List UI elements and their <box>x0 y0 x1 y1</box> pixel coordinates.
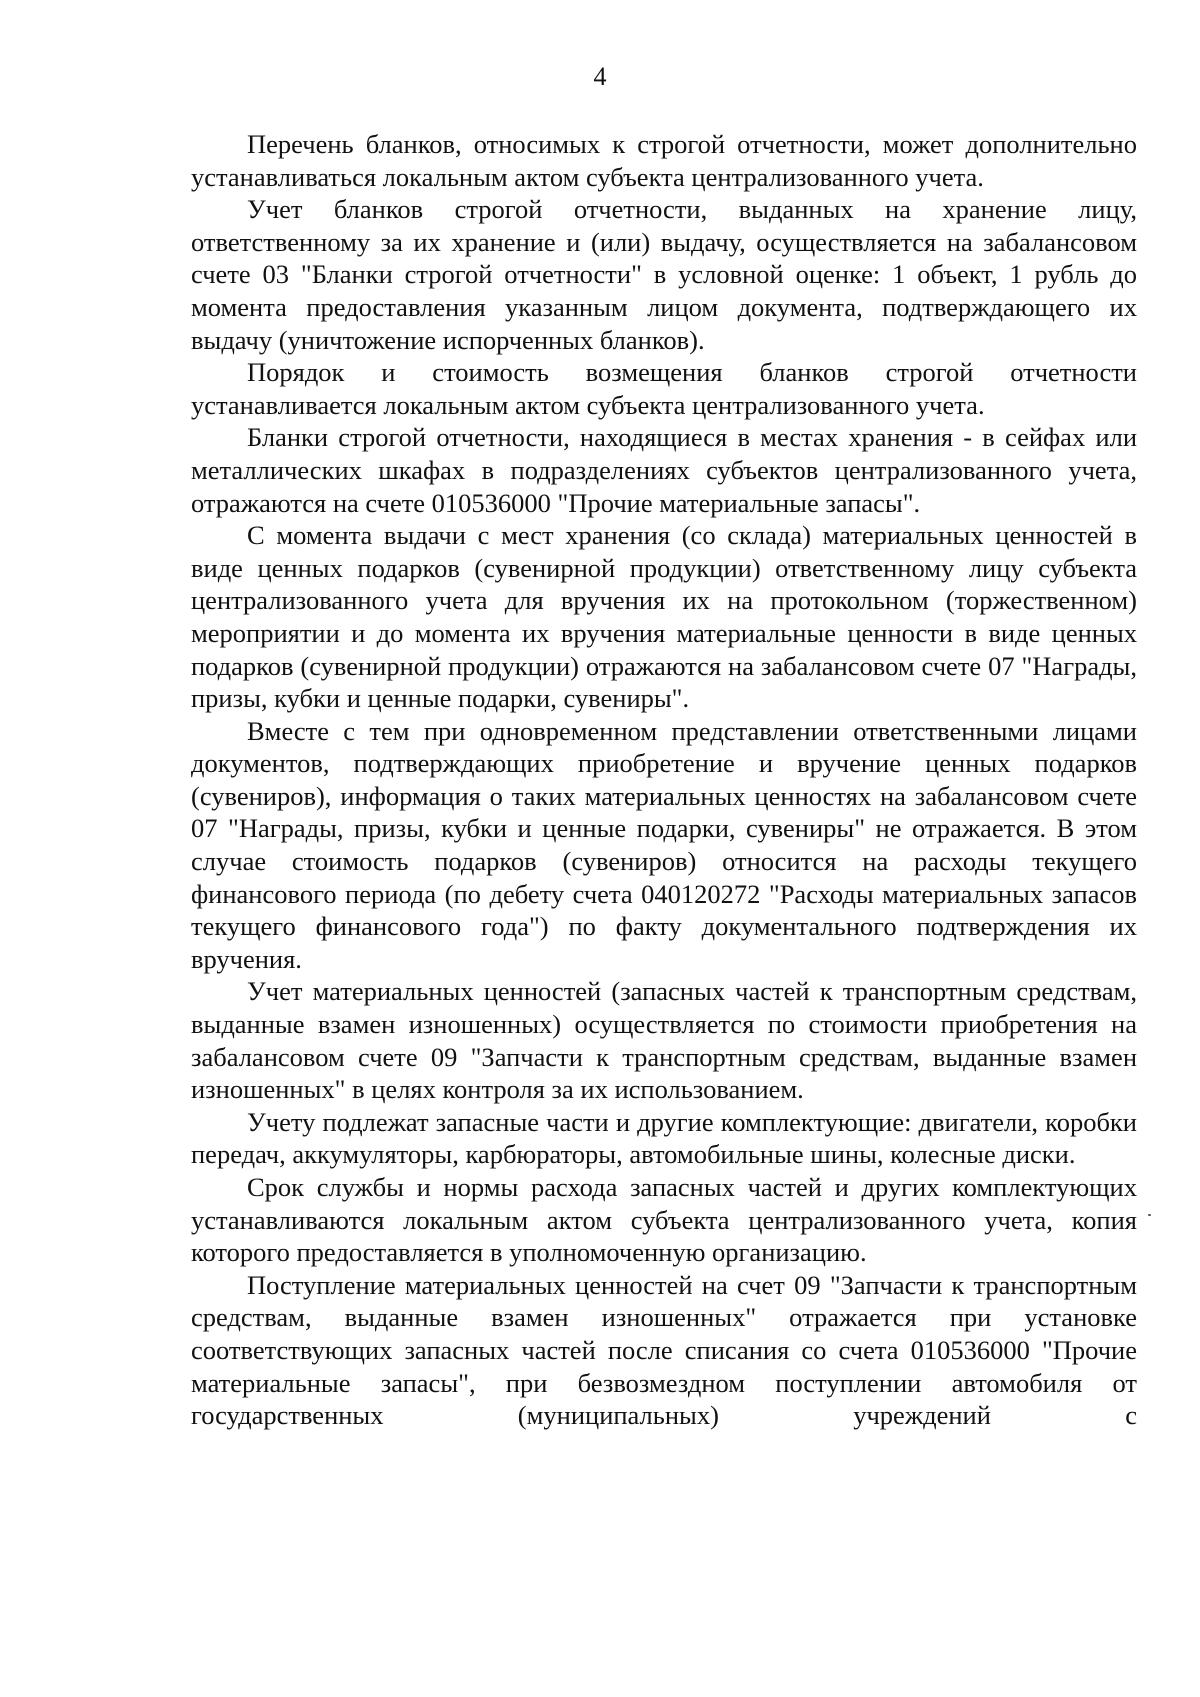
paragraph-storage-places: Бланки строгой отчетности, находящиеся в местах хранения - в сейфах или металлических шкафах в подразделениях субъектов централизованного учета, отражаются на счете 010536000 "Прочие материальные запасы". <box>191 422 1137 518</box>
paragraph-receipt-account-09: Поступление материальных ценностей на счет 09 "Запчасти к транспортным средствам, выданные взамен изношенных" отражается при установке соответствующих запасных частей после списания со счета 010536000 "Прочие материальные запасы", при безвозмездном поступлении автомобиля от государственных (муниципальных) учреждений с <box>191 1269 1137 1431</box>
paragraph-gifts-expenses: Вместе с тем при одновременном представлении ответственными лицами документов, подтверждающих приобретение и вручение ценных подарков (сувениров), информация о таких материальных ценностях на забалансовом счете 07 "Награды, призы, кубки и ценные подарки, сувениры" не отражается. В этом случае стоимость подарков (сувениров) относится на расходы текущего финансового периода (по дебету счета 040120272 "Расходы материальных запасов текущего финансового года") по факту документального подтверждения их вручения. <box>191 715 1137 974</box>
paragraph-account-09: Учет материальных ценностей (запасных частей к транспортным средствам, выданные взамен изношенных) осуществляется по стоимости приобретения на забалансовом счете 09 "Запчасти к транспортным средствам, выданные взамен изношенных" в целях контроля за их использованием. <box>191 976 1137 1105</box>
scan-speck <box>1148 1214 1151 1216</box>
paragraph-reimbursement-order: Порядок и стоимость возмещения бланков строгой отчетности устанавливается локальным актом субъекта централизованного учета. <box>191 357 1137 420</box>
paragraph-blank-list: Перечень бланков, относимых к строгой отчетности, может дополнительно устанавливаться локальным актом субъекта централизованного учета. <box>191 129 1137 192</box>
document-body <box>191 128 1137 1432</box>
paragraph-gifts-issue: С момента выдачи с мест хранения (со склада) материальных ценностей в виде ценных подарков (сувенирной продукции) ответственному лицу субъекта централизованного учета для вручения их на протокольном (торжественном) мероприятии и до момента их вручения материальные ценности в виде ценных подарков (сувенирной продукции) отражаются на забалансовом счете 07 "Награды, призы, кубки и ценные подарки, сувениры". <box>191 520 1137 714</box>
paragraph-account-03: Учет бланков строгой отчетности, выданных на хранение лицу, ответственному за их хранение и (или) выдачу, осуществляется на забалансовом счете 03 "Бланки строгой отчетности" в условной оценке: 1 объект, 1 рубль до момента предоставления указанным лицом документа, подтверждающего их выдачу (уничтожение испорченных бланков). <box>191 194 1137 355</box>
paragraph-service-life: Срок службы и нормы расхода запасных частей и других комплектующих устанавливаются локальным актом субъекта централизованного учета, копия которого предоставляется в уполномоченную организацию. <box>191 1172 1137 1268</box>
page-number: 4 <box>593 62 607 91</box>
paragraph-spare-parts-list: Учету подлежат запасные части и другие комплектующие: двигатели, коробки передач, аккумуляторы, карбюраторы, автомобильные шины, колесные диски. <box>191 1106 1137 1170</box>
